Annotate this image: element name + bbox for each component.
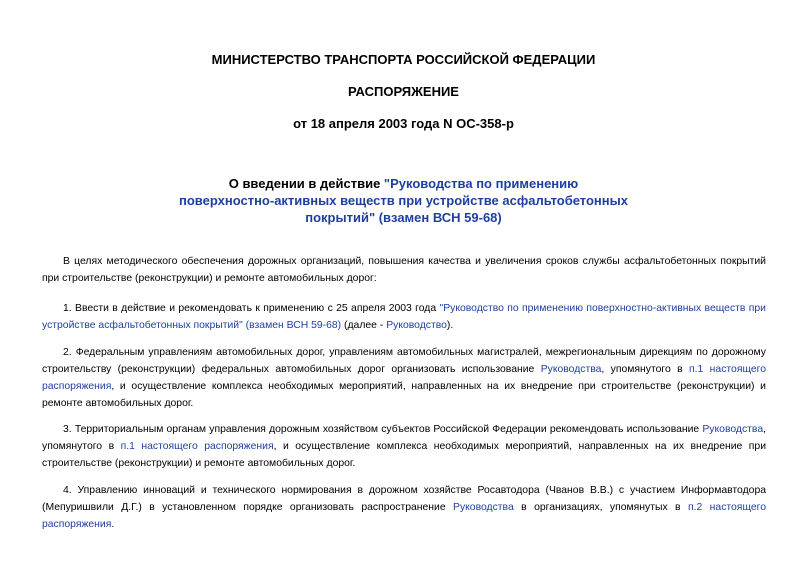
- intro-paragraph: В целях методического обеспечения дорожных организаций, повышения качества и увеличения сроков службы асфальтобетонных покрытий при строительстве (реконструкции) и ремонте автомобильных дорог:: [42, 256, 766, 284]
- document-type-heading: РАСПОРЯЖЕНИЕ: [348, 84, 459, 99]
- paragraph-2-text-c: , и осуществление комплекса необходимых мероприятий, направленных на их внедрение при строительстве (реконструкции) и ремонте автомобильных дорог.: [42, 381, 766, 409]
- paragraph-4-text-a: 4. Управлению инноваций и технического нормирования в дорожном хозяйстве Росавтодора (Чванов В.В.) с участием Информавтодора (Мепуришвили Д.Г.) в установленном порядке организовать распространение: [42, 485, 766, 513]
- paragraph-1-text-a: 1. Ввести в действие и рекомендовать к применению с 25 апреля 2003 года: [63, 303, 440, 314]
- paragraph-4-clause-link[interactable]: п.2 настоящего распоряжения: [42, 502, 766, 530]
- guide-short-link[interactable]: Руководство: [386, 320, 447, 331]
- paragraph-2-guide-link[interactable]: Руководства: [540, 364, 602, 375]
- paragraph-1-text-b: (далее -: [341, 320, 387, 331]
- paragraph-3-clause-link[interactable]: п.1 настоящего распоряжения: [120, 441, 274, 452]
- guide-document-link[interactable]: "Руководство по применению поверхностно-активных веществ при устройстве асфальтобетонных покрытий" (взамен ВСН 59-68): [42, 303, 766, 331]
- paragraph-3-text-c: , и осуществление комплекса необходимых мероприятий, направленных на их внедрение при строительстве (реконструкции) и ремонте автомобильных дорог.: [42, 441, 767, 469]
- paragraph-4: [42, 482, 766, 533]
- title-line-1: [0, 175, 807, 192]
- paragraph-2: [42, 344, 766, 412]
- paragraph-2-text-a: 2. Федеральным управлениям автомобильных дорог, управлениям автомобильных магистралей, межрегиональным дирекциям по дорожному строительству (реконструкции) федеральных автомобильных дорог организовать использование: [42, 347, 766, 375]
- title-prefix: О введении в действие: [228, 176, 384, 191]
- paragraph-4-guide-link[interactable]: Руководства: [453, 502, 514, 513]
- ministry-heading: МИНИСТЕРСТВО ТРАНСПОРТА РОССИЙСКОЙ ФЕДЕРАЦИИ: [211, 52, 596, 67]
- paragraph-1-text-c: ).: [446, 320, 454, 331]
- paragraph-3: [42, 421, 766, 472]
- paragraph-4-text-c: .: [111, 519, 115, 530]
- document-title: [0, 175, 807, 226]
- paragraph-2-text-b: , упомянутого в: [601, 364, 690, 375]
- paragraph-3-text-a: 3. Территориальным органам управления дорожным хозяйством субъектов Российской Федерации рекомендовать использование: [63, 424, 703, 435]
- document-date-heading: от 18 апреля 2003 года N ОС-358-р: [293, 116, 514, 131]
- paragraph-4-text-b: в организациях, упомянутых в: [513, 502, 688, 513]
- title-link-part-2[interactable]: поверхностно-активных веществ при устройстве асфальтобетонных: [179, 193, 628, 208]
- paragraph-3-guide-link[interactable]: Руководства: [702, 424, 764, 435]
- paragraph-1: [42, 300, 766, 334]
- paragraph-2-clause-link[interactable]: п.1 настоящего распоряжения: [42, 364, 766, 392]
- title-link-part-1[interactable]: "Руководства по применению: [383, 176, 579, 191]
- paragraph-3-text-b: , упомянутого в: [42, 424, 766, 452]
- title-link-part-3[interactable]: покрытий" (взамен ВСН 59-68): [305, 210, 502, 225]
